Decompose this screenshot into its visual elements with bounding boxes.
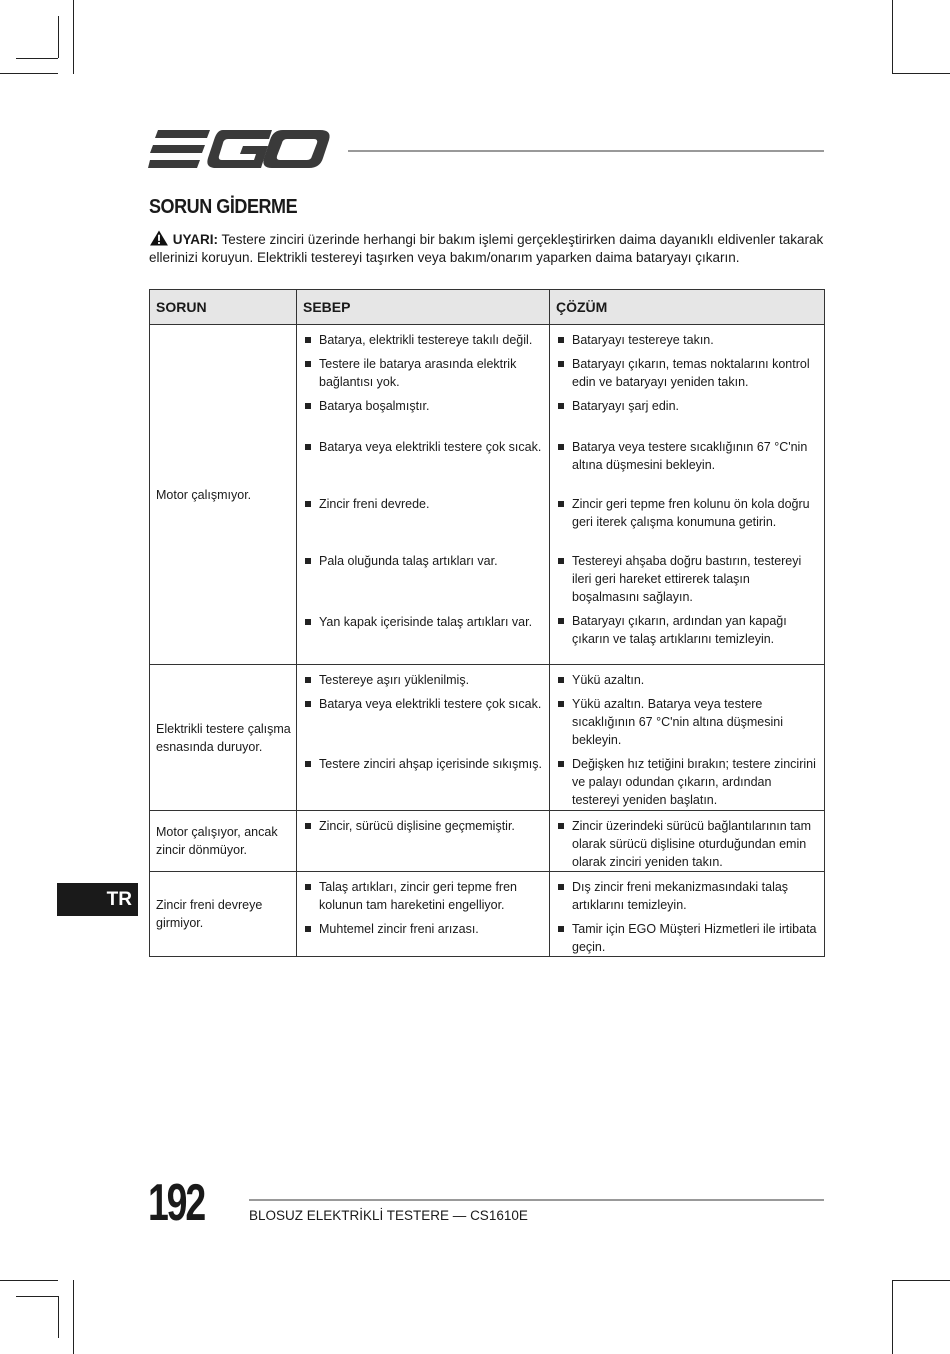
- warning-label: UYARI:: [172, 232, 219, 247]
- solution-item: Bataryayı çıkarın, temas noktalarını kontrol edin ve bataryayı yeniden takın.: [556, 355, 819, 391]
- header-rule: [348, 150, 824, 152]
- crop-mark: [58, 1296, 59, 1338]
- section-title: SORUN GİDERME: [149, 196, 298, 218]
- warning-notice: [149, 230, 824, 267]
- problem-cell: Motor çalışıyor, ancak zincir dönmüyor.: [150, 811, 297, 872]
- cause-item: Yan kapak içerisinde talaş artıkları var.: [303, 613, 544, 631]
- troubleshooting-table: [149, 289, 825, 957]
- footer-rule: [249, 1199, 824, 1201]
- solution-item: Zincir geri tepme fren kolunu ön kola doğru geri iterek çalışma konumuna getirin.: [556, 495, 819, 531]
- solution-item: Bataryayı testereye takın.: [556, 331, 819, 349]
- solution-item: Değişken hız tetiğini bırakın; testere zincirini ve palayı odundan çıkarın, ardından testereyi yeniden başlatın.: [556, 755, 819, 809]
- crop-mark: [73, 1280, 74, 1354]
- cause-item: Batarya veya elektrikli testere çok sıcak.: [303, 695, 544, 713]
- language-tab: TR: [57, 883, 138, 916]
- table-row: [150, 325, 825, 665]
- crop-mark: [16, 1296, 58, 1297]
- problem-cell: Elektrikli testere çalışma esnasında duruyor.: [150, 665, 297, 811]
- cause-item: Batarya boşalmıştır.: [303, 397, 544, 415]
- solution-item: Tamir için EGO Müşteri Hizmetleri ile irtibata geçin.: [556, 920, 819, 956]
- crop-mark: [16, 58, 58, 59]
- cause-cell: [297, 325, 550, 665]
- column-header-cause: SEBEP: [297, 290, 550, 325]
- cause-item: Batarya veya elektrikli testere çok sıcak.: [303, 438, 544, 456]
- cause-item: Testere ile batarya arasında elektrik bağlantısı yok.: [303, 355, 544, 391]
- cause-item: Zincir, sürücü dişlisine geçmemiştir.: [303, 817, 544, 835]
- cause-item: Zincir freni devrede.: [303, 495, 544, 513]
- table-row: [150, 665, 825, 811]
- crop-mark: [58, 16, 59, 58]
- cause-cell: [297, 665, 550, 811]
- solution-cell: [550, 872, 825, 957]
- warning-triangle-icon: [149, 230, 169, 246]
- solution-item: Zincir üzerindeki sürücü bağlantılarının tam olarak sürücü dişlisine oturduğundan emin olarak zinciri yeniden takın.: [556, 817, 819, 871]
- crop-mark: [0, 73, 58, 74]
- solution-item: Batarya veya testere sıcaklığının 67 °C'nin altına düşmesini bekleyin.: [556, 438, 819, 474]
- solution-item: Bataryayı şarj edin.: [556, 397, 819, 415]
- table-row: [150, 872, 825, 957]
- cause-cell: [297, 811, 550, 872]
- solution-item: Testereyi ahşaba doğru bastırın, testereyi ileri geri hareket ettirerek talaşın boşalmasını sağlayın.: [556, 552, 819, 606]
- crop-mark: [892, 1280, 950, 1281]
- column-header-problem: SORUN: [150, 290, 297, 325]
- crop-mark: [73, 0, 74, 74]
- warning-text: Testere zinciri üzerinde herhangi bir bakım işlemi gerçekleştirirken daima dayanıklı eldivenler takarak ellerinizi koruyun. Elektrikli testereyi taşırken veya bakım/onarım yaparken daima bataryayı çıkarın.: [149, 232, 824, 265]
- crop-mark: [892, 0, 893, 74]
- solution-cell: [550, 325, 825, 665]
- solution-cell: [550, 811, 825, 872]
- cause-item: Testere zinciri ahşap içerisinde sıkışmış.: [303, 755, 544, 773]
- cause-item: Talaş artıkları, zincir geri tepme fren kolunun tam hareketini engelliyor.: [303, 878, 544, 914]
- ego-logo: [148, 128, 332, 172]
- cause-item: Testereye aşırı yüklenilmiş.: [303, 671, 544, 689]
- solution-item: Yükü azaltın.: [556, 671, 819, 689]
- problem-cell: Motor çalışmıyor.: [150, 325, 297, 665]
- table-header-row: [150, 290, 825, 325]
- cause-item: Pala oluğunda talaş artıkları var.: [303, 552, 544, 570]
- footer-title: BLOSUZ ELEKTRİKLİ TESTERE — CS1610E: [249, 1208, 528, 1223]
- problem-cell: Zincir freni devreye girmiyor.: [150, 872, 297, 957]
- page-number: 192: [148, 1174, 204, 1232]
- cause-item: Muhtemel zincir freni arızası.: [303, 920, 544, 938]
- solution-item: Bataryayı çıkarın, ardından yan kapağı çıkarın ve talaş artıklarını temizleyin.: [556, 612, 819, 648]
- cause-cell: [297, 872, 550, 957]
- solution-item: Yükü azaltın. Batarya veya testere sıcaklığının 67 °C'nin altına düşmesini bekleyin.: [556, 695, 819, 749]
- column-header-solution: ÇÖZÜM: [550, 290, 825, 325]
- crop-mark: [0, 1280, 58, 1281]
- crop-mark: [892, 73, 950, 74]
- solution-item: Dış zincir freni mekanizmasındaki talaş artıklarını temizleyin.: [556, 878, 819, 914]
- solution-cell: [550, 665, 825, 811]
- cause-item: Batarya, elektrikli testereye takılı değil.: [303, 331, 544, 349]
- crop-mark: [892, 1280, 893, 1354]
- table-row: [150, 811, 825, 872]
